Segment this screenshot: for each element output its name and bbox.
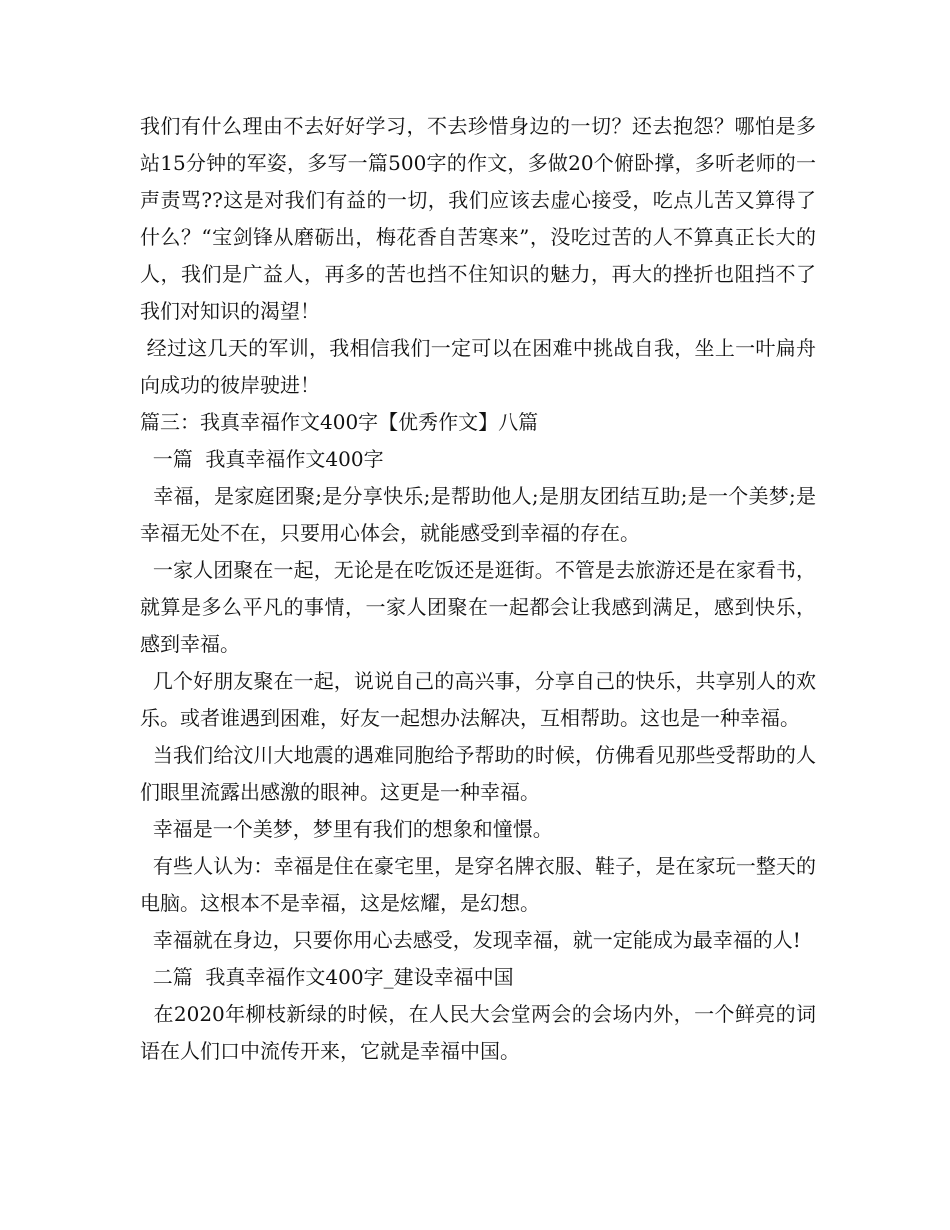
section-heading: 篇三：我真幸福作文400字【优秀作文】八篇	[140, 410, 539, 434]
paragraph-4: 一家人团聚在一起，无论是在吃饭还是逛街。不管是去旅游还是在家看书，就算是多么平凡的事情，一家人团聚在一起都会让我感到满足，感到快乐，感到幸福。	[140, 558, 817, 656]
paragraph-7: 幸福是一个美梦，梦里有我们的想象和憧憬。	[140, 817, 553, 841]
subheading-2: 二篇 我真幸福作文400字_建设幸福中国	[140, 965, 514, 989]
paragraph-5: 几个好朋友聚在一起，说说自己的高兴事，分享自己的快乐，共享别人的欢乐。或者谁遇到困难，好友一起想办法解决，互相帮助。这也是一种幸福。	[140, 669, 817, 730]
paragraph-6: 当我们给汶川大地震的遇难同胞给予帮助的时候，仿佛看见那些受帮助的人们眼里流露出感激的眼神。这更是一种幸福。	[140, 743, 817, 804]
paragraph-1: 我们有什么理由不去好好学习，不去珍惜身边的一切？还去抱怨？哪怕是多站15分钟的军姿，多写一篇500字的作文，多做20个俯卧撑，多听老师的一声责骂??这是对我们有益的一切，我们应该去虚心接受，吃点儿苦又算得了什么？“宝剑锋从磨砺出，梅花香自苦寒来”，没吃过苦的人不算真正长大的人，我们是广益人，再多的苦也挡不住知识的魅力，再大的挫折也阻挡不了我们对知识的渴望！	[140, 114, 816, 323]
paragraph-8: 有些人认为：幸福是住在豪宅里，是穿名牌衣服、鞋子，是在家玩一整天的电脑。这根本不是幸福，这是炫耀，是幻想。	[140, 854, 817, 915]
paragraph-2: 经过这几天的军训，我相信我们一定可以在困难中挑战自我，坐上一叶扁舟向成功的彼岸驶进！	[140, 336, 817, 397]
paragraph-10: 在2020年柳枝新绿的时候，在人民大会堂两会的会场内外，一个鲜亮的词语在人们口中流传开来，它就是幸福中国。	[140, 1002, 816, 1063]
subheading-1: 一篇 我真幸福作文400字	[140, 447, 384, 471]
paragraph-3: 幸福，是家庭团聚;是分享快乐;是帮助他人;是朋友团结互助;是一个美梦;是幸福无处不在，只要用心体会，就能感受到幸福的存在。	[140, 484, 816, 545]
document-page	[140, 108, 816, 1070]
paragraph-9: 幸福就在身边，只要你用心去感受，发现幸福，就一定能成为最幸福的人!	[140, 928, 801, 952]
